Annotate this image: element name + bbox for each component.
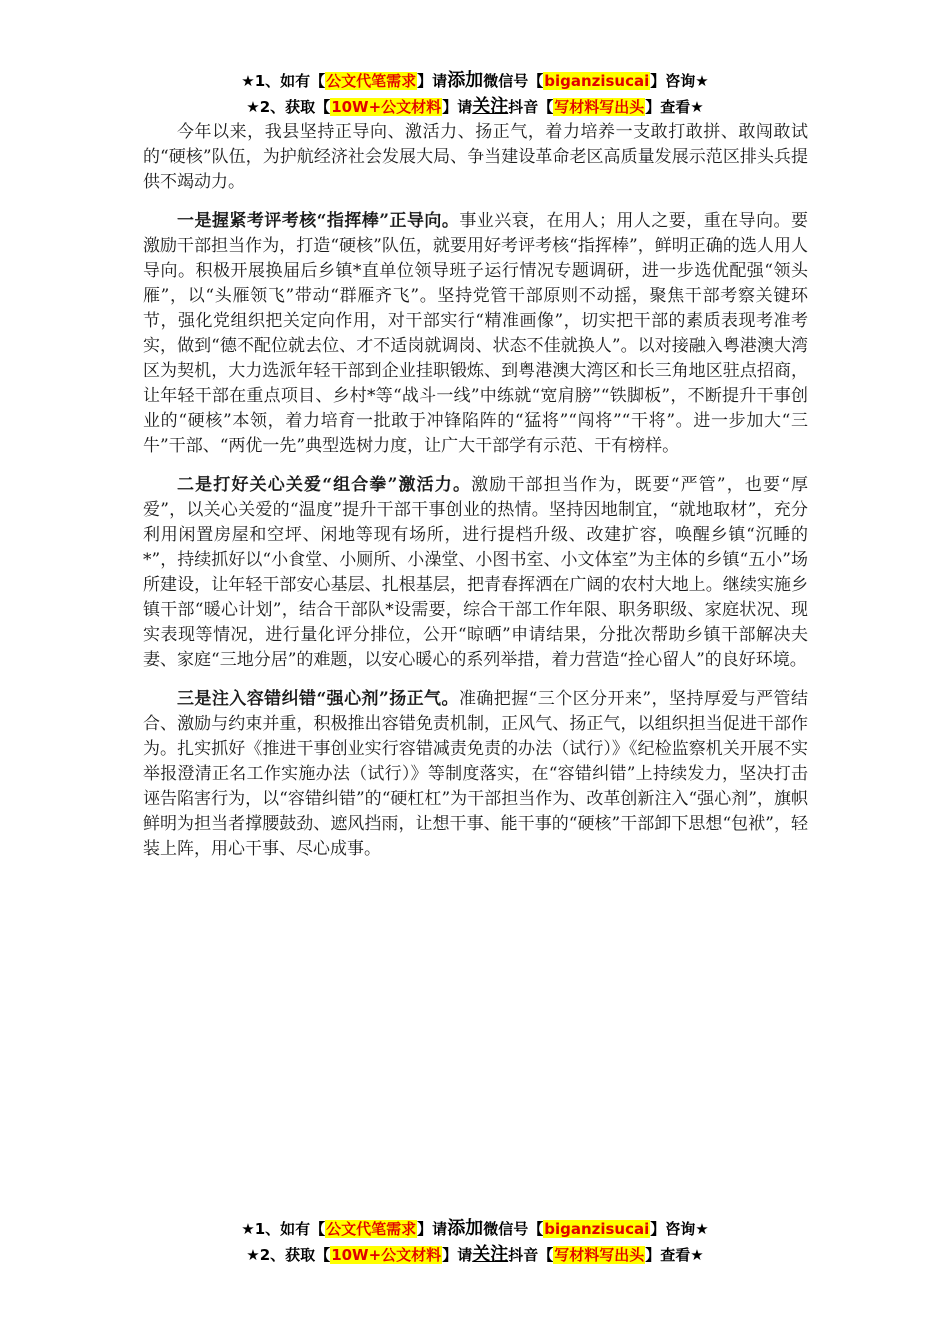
highlight-service: 公文代笔需求 [326, 72, 417, 90]
section-paragraph-2 [143, 473, 808, 673]
highlight-materials: 10W+公文材料 [331, 98, 442, 116]
footer-line-2: ★2、获取【10W+公文材料】请关注抖音【写材料写出头】查看★ [246, 1244, 704, 1265]
footer-banner [0, 1216, 950, 1268]
section-body-3: 准确把握“三个区分开来”，坚持厚爱与严管结合、激励与约束并重，积极推出容错免责机制，正风气、扬正气，以组织担当促进干部作为。扎实抓好《推进干事创业实行容错减责免责的办法（试行）》《纪检监察机关开展不实举报澄清正名工作实施办法（试行）》等制度落实，在“容错纠错”上持续发力，坚决打击诬告陷害行为，以“容错纠错”的“硬杠杠”为干部担当作为、改革创新注入“强心剂”，旗帜鲜明为担当者撑腰鼓劲、遮风挡雨，让想干事、能干事的“硬核”干部卸下思想“包袱”，轻装上阵，用心干事、尽心成事。 [143, 689, 808, 859]
section-body-2: 激励干部担当作为，既要“严管”，也要“厚爱”，以关心关爱的“温度”提升干部干事创业的热情。坚持因地制宜，“就地取材”，充分利用闲置房屋和空坪、闲地等现有场所，进行提档升级、改建扩容，唤醒乡镇“沉睡的*”，持续抓好以“小食堂、小厕所、小澡堂、小图书室、小文体室”为主体的乡镇“五小”场所建设，让年轻干部安心基层、扎根基层，把青春挥洒在广阔的农村大地上。继续实施乡镇干部“暖心计划”，结合干部队*设需要，综合干部工作年限、职务职级、家庭状况、现实表现等情况，进行量化评分排位，公开“晾晒”申请结果，分批次帮助乡镇干部解决夫妻、家庭“三地分居”的难题，以安心暖心的系列举措，着力营造“拴心留人”的良好环境。 [143, 475, 808, 670]
highlight-douyin-account: 写材料写出头 [554, 98, 645, 116]
section-heading-1: 一是握紧考评考核“指挥棒”正导向。 [177, 211, 460, 231]
section-paragraph-1 [143, 209, 808, 459]
section-paragraph-3 [143, 687, 808, 862]
footer-line-1: ★1、如有【公文代笔需求】请添加微信号【biganzisucai】咨询★ [241, 1218, 709, 1239]
intro-paragraph: 今年以来，我县坚持正导向、激活力、扬正气，着力培养一支敢打敢拼、敢闯敢试的“硬核”队伍，为护航经济社会发展大局、争当建设革命老区高质量发展示范区排头兵提供不竭动力。 [143, 122, 808, 192]
section-heading-3: 三是注入容错纠错“强心剂”扬正气。 [177, 689, 459, 709]
section-body-1: 事业兴衰，在用人；用人之要，重在导向。要激励干部担当作为，打造“硬核”队伍，就要用好考评考核“指挥棒”，鲜明正确的选人用人导向。积极开展换届后乡镇*直单位领导班子运行情况专题调研，进一步选优配强“领头雁”，以“头雁领飞”带动“群雁齐飞”。坚持党管干部原则不动摇，聚焦干部考察关键环节，强化党组织把关定向作用，对干部实行“精准画像”，切实把干部的素质表现考准考实，做到“德不配位就去位、才不适岗就调岗、状态不佳就换人”。以对接融入粤港澳大湾区为契机，大力选派年轻干部到企业挂职锻炼、到粤港澳大湾区和长三角地区驻点招商，让年轻干部在重点项目、乡村*等“战斗一线”中练就“宽肩膀”“铁脚板”，不断提升干事创业的“硬核”本领，着力培育一批敢于冲锋陷阵的“猛将”“闯将”“干将”。进一步加大“三牛”干部、“两优一先”典型选树力度，让广大干部学有示范、干有榜样。 [143, 211, 809, 456]
document-body [143, 120, 808, 876]
header-line-1: ★1、如有【公文代笔需求】请添加微信号【biganzisucai】咨询★ [241, 70, 709, 91]
section-heading-2: 二是打好关心关爱“组合拳”激活力。 [177, 475, 472, 495]
header-line-2: ★2、获取【10W+公文材料】请关注抖音【写材料写出头】查看★ [246, 96, 704, 117]
header-banner [0, 68, 950, 120]
highlight-wechat-id: biganzisucai [544, 72, 650, 90]
